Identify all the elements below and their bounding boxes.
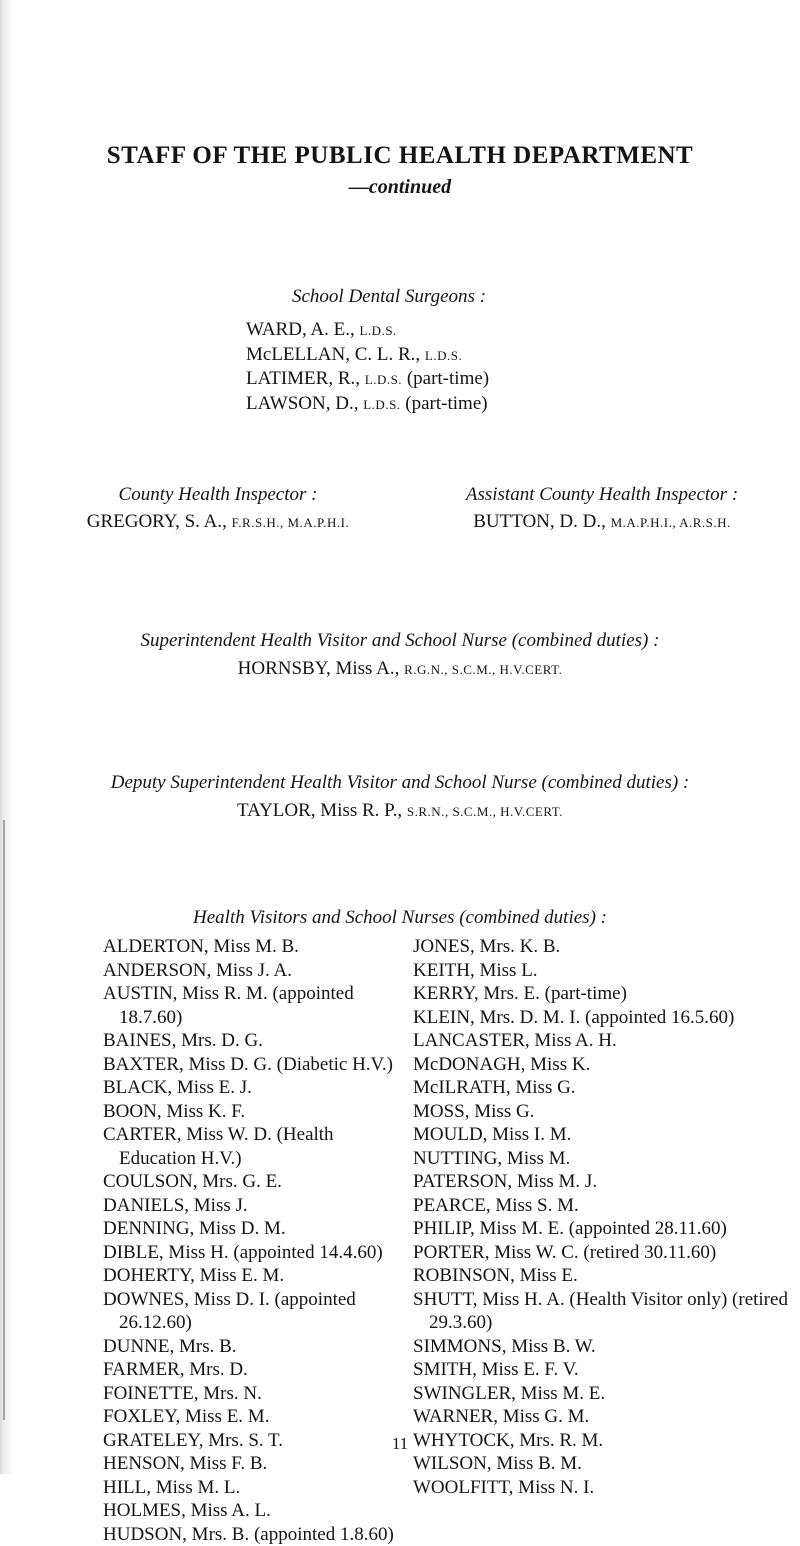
list-item: BAXTER, Miss D. G. (Diabetic H.V.) — [103, 1053, 403, 1077]
list-item: CARTER, Miss W. D. (Health Education H.V.) — [103, 1123, 403, 1170]
heading-text-end: ) : — [590, 907, 607, 928]
list-item: HUDSON, Mrs. B. (appointed 1.8.60) — [103, 1523, 403, 1546]
deputy-heading — [0, 772, 800, 794]
list-item: HENSON, Miss F. B. — [103, 1452, 403, 1476]
list-item: WARNER, Miss G. M. — [413, 1405, 793, 1429]
list-item: McILRATH, Miss G. — [413, 1076, 793, 1100]
list-item: NUTTING, Miss M. — [413, 1147, 793, 1171]
list-item: BOON, Miss K. F. — [103, 1100, 403, 1124]
list-item: DOHERTY, Miss E. M. — [103, 1264, 403, 1288]
heading-text-end: ) : — [672, 772, 689, 793]
county-inspector-heading: County Health Inspector : — [28, 484, 408, 506]
list-item: AUSTIN, Miss R. M. (appointed 18.7.60) — [103, 982, 403, 1029]
heading-text: Health Visitors and School Nurses ( — [193, 907, 466, 928]
list-item: ROBINSON, Miss E. — [413, 1264, 793, 1288]
list-item: JONES, Mrs. K. B. — [413, 935, 793, 959]
list-item: MOSS, Miss G. — [413, 1100, 793, 1124]
list-item: FARMER, Mrs. D. — [103, 1358, 403, 1382]
list-item: ANDERSON, Miss J. A. — [103, 959, 403, 983]
list-item: KLEIN, Mrs. D. M. I. (appointed 16.5.60) — [413, 1006, 793, 1030]
staff-name: McLELLAN, C. L. R., — [246, 344, 425, 365]
list-item: ALDERTON, Miss M. B. — [103, 935, 403, 959]
list-item: SIMMONS, Miss B. W. — [413, 1335, 793, 1359]
assistant-inspector-heading: Assistant County Health Inspector : — [412, 484, 792, 506]
assistant-inspector-entry — [412, 510, 792, 535]
staff-note: (part-time) — [402, 368, 489, 389]
county-inspector-section — [28, 484, 408, 535]
health-visitors-left-column — [103, 935, 403, 1546]
assistant-inspector-section — [412, 484, 792, 535]
list-item: FOINETTE, Mrs. N. — [103, 1382, 403, 1406]
list-item: SHUTT, Miss H. A. (Health Visitor only) (retired 29.3.60) — [413, 1288, 793, 1335]
list-item: McDONAGH, Miss K. — [413, 1053, 793, 1077]
staff-name: BUTTON, D. D., — [473, 511, 610, 532]
staff-qualifications: M.A.P.H.I., A.R.S.H. — [611, 515, 731, 530]
staff-qualifications: L.D.S. — [363, 397, 400, 412]
list-item: DANIELS, Miss J. — [103, 1194, 403, 1218]
staff-name: LAWSON, D., — [246, 393, 363, 414]
list-item: DIBLE, Miss H. (appointed 14.4.60) — [103, 1241, 403, 1265]
staff-qualifications: L.D.S. — [365, 372, 402, 387]
county-inspector-entry — [28, 510, 408, 535]
list-item: FOXLEY, Miss E. M. — [103, 1405, 403, 1429]
list-item: KERRY, Mrs. E. (part-time) — [413, 982, 793, 1006]
list-item: WHYTOCK, Mrs. R. M. — [413, 1429, 793, 1453]
list-item: COULSON, Mrs. G. E. — [103, 1170, 403, 1194]
heading-emphasis: combined duties — [466, 907, 590, 928]
superintendent-heading — [0, 630, 800, 652]
staff-qualifications: S.R.N., S.C.M., H.V.CERT. — [407, 804, 563, 819]
staff-name: LATIMER, R., — [246, 368, 365, 389]
deputy-section — [0, 772, 800, 824]
page-number: 11 — [0, 1434, 800, 1454]
list-item: PHILIP, Miss M. E. (appointed 28.11.60) — [413, 1217, 793, 1241]
list-item: LANCASTER, Miss A. H. — [413, 1029, 793, 1053]
staff-qualifications: L.D.S. — [425, 348, 462, 363]
staff-name: WARD, A. E., — [246, 319, 359, 340]
page-binding-edge — [0, 0, 14, 1474]
staff-name: HORNSBY, Miss A., — [238, 658, 404, 679]
list-item: HOLMES, Miss A. L. — [103, 1499, 403, 1523]
heading-emphasis: combined duties — [548, 772, 672, 793]
list-item: SMITH, Miss E. F. V. — [413, 1358, 793, 1382]
list-item: HILL, Miss M. L. — [103, 1476, 403, 1500]
staff-note: (part-time) — [401, 393, 488, 414]
list-item: PATERSON, Miss M. J. — [413, 1170, 793, 1194]
health-visitors-heading — [0, 907, 800, 929]
page-subtitle: —continued — [0, 176, 800, 199]
heading-text-end: ) : — [642, 630, 659, 651]
dental-surgeon-entry — [246, 343, 489, 368]
list-item: BAINES, Mrs. D. G. — [103, 1029, 403, 1053]
dental-surgeon-entry — [246, 318, 489, 343]
list-item: PEARCE, Miss S. M. — [413, 1194, 793, 1218]
list-item: WOOLFITT, Miss N. I. — [413, 1476, 793, 1500]
list-item: DUNNE, Mrs. B. — [103, 1335, 403, 1359]
list-item: GRATELEY, Mrs. S. T. — [103, 1429, 403, 1453]
list-item: DENNING, Miss D. M. — [103, 1217, 403, 1241]
list-item: PORTER, Miss W. C. (retired 30.11.60) — [413, 1241, 793, 1265]
list-item: KEITH, Miss L. — [413, 959, 793, 983]
staff-qualifications: L.D.S. — [359, 323, 396, 338]
heading-emphasis: combined duties — [518, 630, 642, 651]
superintendent-entry — [0, 657, 800, 682]
dental-surgeon-entry — [246, 367, 489, 392]
list-item: SWINGLER, Miss M. E. — [413, 1382, 793, 1406]
heading-text: Deputy Superintendent Health Visitor and School Nurse ( — [111, 772, 548, 793]
staff-qualifications: R.G.N., S.C.M., H.V.CERT. — [404, 662, 562, 677]
staff-qualifications: F.R.S.H., M.A.P.H.I. — [232, 515, 350, 530]
dental-surgeon-entry — [246, 392, 489, 417]
staff-name: GREGORY, S. A., — [87, 511, 232, 532]
heading-text: Superintendent Health Visitor and School Nurse ( — [141, 630, 519, 651]
page-title: STAFF OF THE PUBLIC HEALTH DEPARTMENT — [0, 142, 800, 170]
deputy-entry — [0, 799, 800, 824]
list-item: MOULD, Miss I. M. — [413, 1123, 793, 1147]
superintendent-section — [0, 630, 800, 682]
list-item: BLACK, Miss E. J. — [103, 1076, 403, 1100]
staff-name: TAYLOR, Miss R. P., — [237, 800, 407, 821]
list-item: DOWNES, Miss D. I. (appointed 26.12.60) — [103, 1288, 403, 1335]
health-visitors-right-column — [413, 935, 793, 1499]
dental-surgeons-list — [246, 318, 489, 416]
dental-surgeons-heading: School Dental Surgeons : — [292, 286, 486, 308]
list-item: WILSON, Miss B. M. — [413, 1452, 793, 1476]
